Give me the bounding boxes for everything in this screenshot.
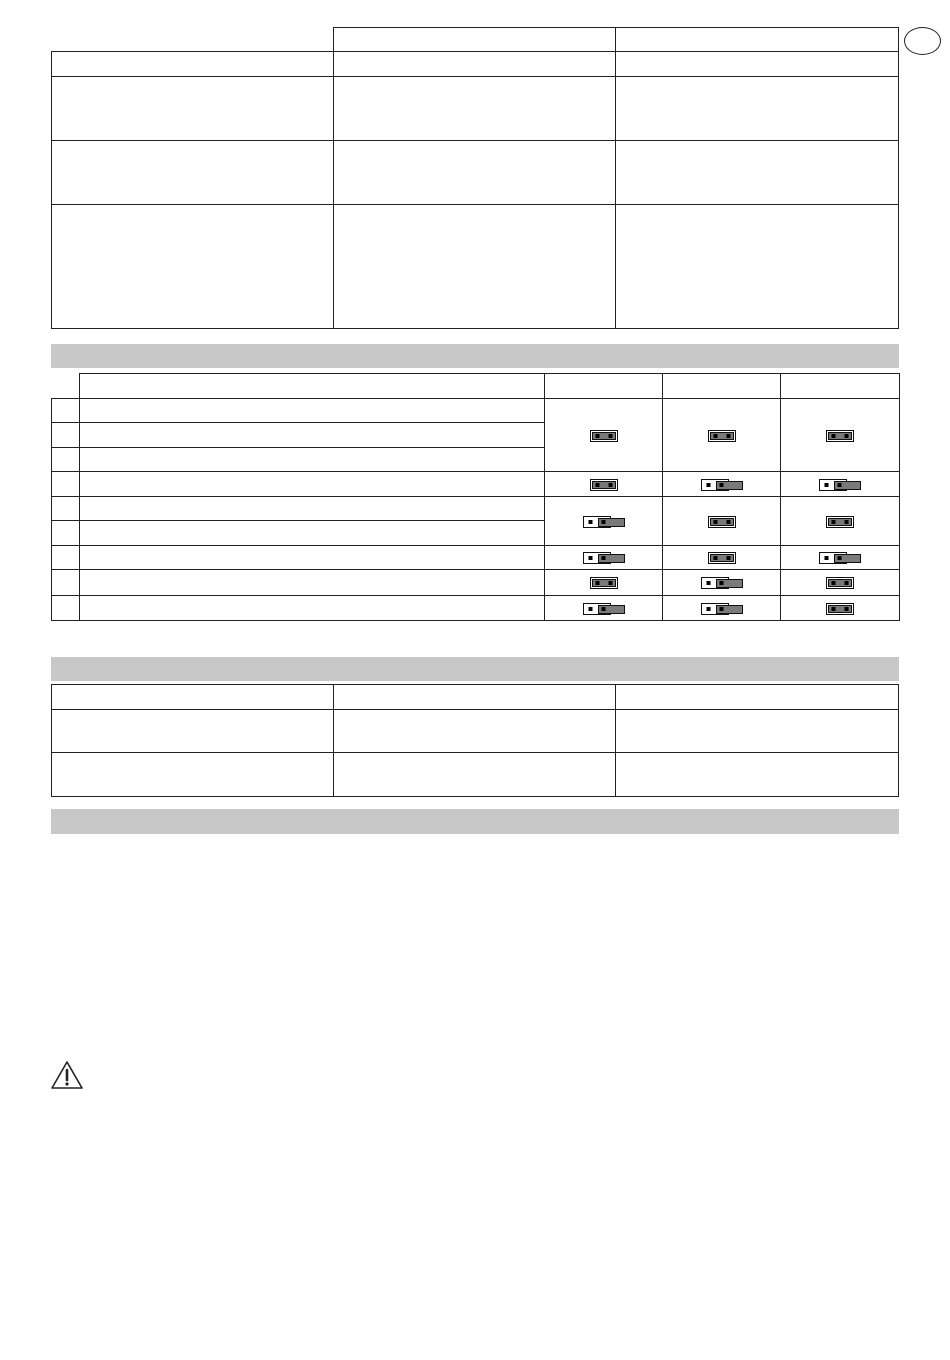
table-row <box>52 77 899 141</box>
row-label-cell <box>80 497 545 521</box>
table-row <box>52 52 899 77</box>
jumper-icon <box>826 577 854 589</box>
row-label-cell <box>80 448 545 472</box>
row-number-cell <box>52 570 80 596</box>
table-header-cell <box>334 685 616 710</box>
jumper-cell <box>663 497 781 546</box>
row-number-cell <box>52 521 80 546</box>
row-label-cell <box>80 570 545 596</box>
row-label-cell <box>80 423 545 448</box>
table-header-cell <box>616 28 899 52</box>
table-cell <box>334 710 616 753</box>
jumper-cell <box>781 399 900 472</box>
table-cell <box>52 374 80 399</box>
jumper-cell <box>781 546 900 570</box>
jumper-icon <box>708 430 736 442</box>
section-header-band <box>51 344 899 368</box>
jumper-cell <box>663 399 781 472</box>
table-header-cell <box>52 685 334 710</box>
row-number-cell <box>52 472 80 497</box>
table-header-cell <box>616 685 899 710</box>
table-header-cell <box>781 374 900 399</box>
table-cell <box>616 710 899 753</box>
table-cell <box>334 141 616 205</box>
jumper-icon <box>826 603 854 615</box>
table-row <box>52 374 900 399</box>
table-cell <box>52 141 334 205</box>
table-cell <box>616 77 899 141</box>
row-number-cell <box>52 423 80 448</box>
table-header-cell <box>80 374 545 399</box>
jumper-icon <box>819 479 861 491</box>
table-header-cell <box>663 374 781 399</box>
jumper-icon <box>590 479 618 491</box>
table-row <box>52 399 900 423</box>
table-row <box>52 472 900 497</box>
table-row <box>52 753 899 797</box>
warning-triangle-icon <box>50 1060 84 1090</box>
jumper-cell <box>663 596 781 621</box>
row-label-cell <box>80 596 545 621</box>
table-cell <box>334 77 616 141</box>
table-row <box>52 28 899 52</box>
jumper-icon <box>708 552 736 564</box>
row-label-cell <box>80 399 545 423</box>
jumper-cell <box>545 570 663 596</box>
jumper-cell <box>663 546 781 570</box>
jumper-settings-table <box>51 373 900 621</box>
jumper-cell <box>545 399 663 472</box>
jumper-icon <box>826 430 854 442</box>
jumper-cell <box>545 472 663 497</box>
table-cell <box>52 52 334 77</box>
jumper-cell <box>663 472 781 497</box>
table-row <box>52 710 899 753</box>
specs-table-bottom <box>51 684 899 797</box>
row-number-cell <box>52 596 80 621</box>
table-cell <box>616 205 899 329</box>
jumper-icon <box>819 552 861 564</box>
table-row <box>52 546 900 570</box>
table-row <box>52 205 899 329</box>
jumper-cell <box>781 596 900 621</box>
table-row <box>52 685 899 710</box>
jumper-icon <box>701 603 743 615</box>
row-number-cell <box>52 399 80 423</box>
section-header-band <box>51 809 899 834</box>
table-cell <box>334 753 616 797</box>
table-cell <box>52 77 334 141</box>
table-cell <box>52 710 334 753</box>
row-number-cell <box>52 497 80 521</box>
language-badge <box>904 27 941 55</box>
jumper-cell <box>545 546 663 570</box>
row-number-cell <box>52 448 80 472</box>
table-header-cell <box>334 28 616 52</box>
jumper-icon <box>583 603 625 615</box>
jumper-icon <box>583 552 625 564</box>
table-cell <box>52 205 334 329</box>
jumper-cell <box>545 497 663 546</box>
section-header-band <box>51 657 899 681</box>
table-cell <box>616 753 899 797</box>
table-cell <box>52 28 334 52</box>
table-cell <box>334 52 616 77</box>
table-header-cell <box>545 374 663 399</box>
jumper-icon <box>708 516 736 528</box>
jumper-cell <box>545 596 663 621</box>
row-label-cell <box>80 472 545 497</box>
jumper-icon <box>590 430 618 442</box>
table-cell <box>334 205 616 329</box>
jumper-cell <box>781 497 900 546</box>
jumper-cell <box>781 570 900 596</box>
jumper-cell <box>781 472 900 497</box>
jumper-icon <box>583 516 625 528</box>
table-row <box>52 570 900 596</box>
jumper-icon <box>826 516 854 528</box>
row-number-cell <box>52 546 80 570</box>
row-label-cell <box>80 521 545 546</box>
table-cell <box>616 52 899 77</box>
table-row <box>52 497 900 521</box>
table-cell <box>52 753 334 797</box>
table-row <box>52 141 899 205</box>
row-label-cell <box>80 546 545 570</box>
table-row <box>52 596 900 621</box>
jumper-icon <box>590 577 618 589</box>
jumper-icon <box>701 577 743 589</box>
jumper-cell <box>663 570 781 596</box>
table-cell <box>616 141 899 205</box>
jumper-icon <box>701 479 743 491</box>
specs-table-top <box>51 27 899 329</box>
